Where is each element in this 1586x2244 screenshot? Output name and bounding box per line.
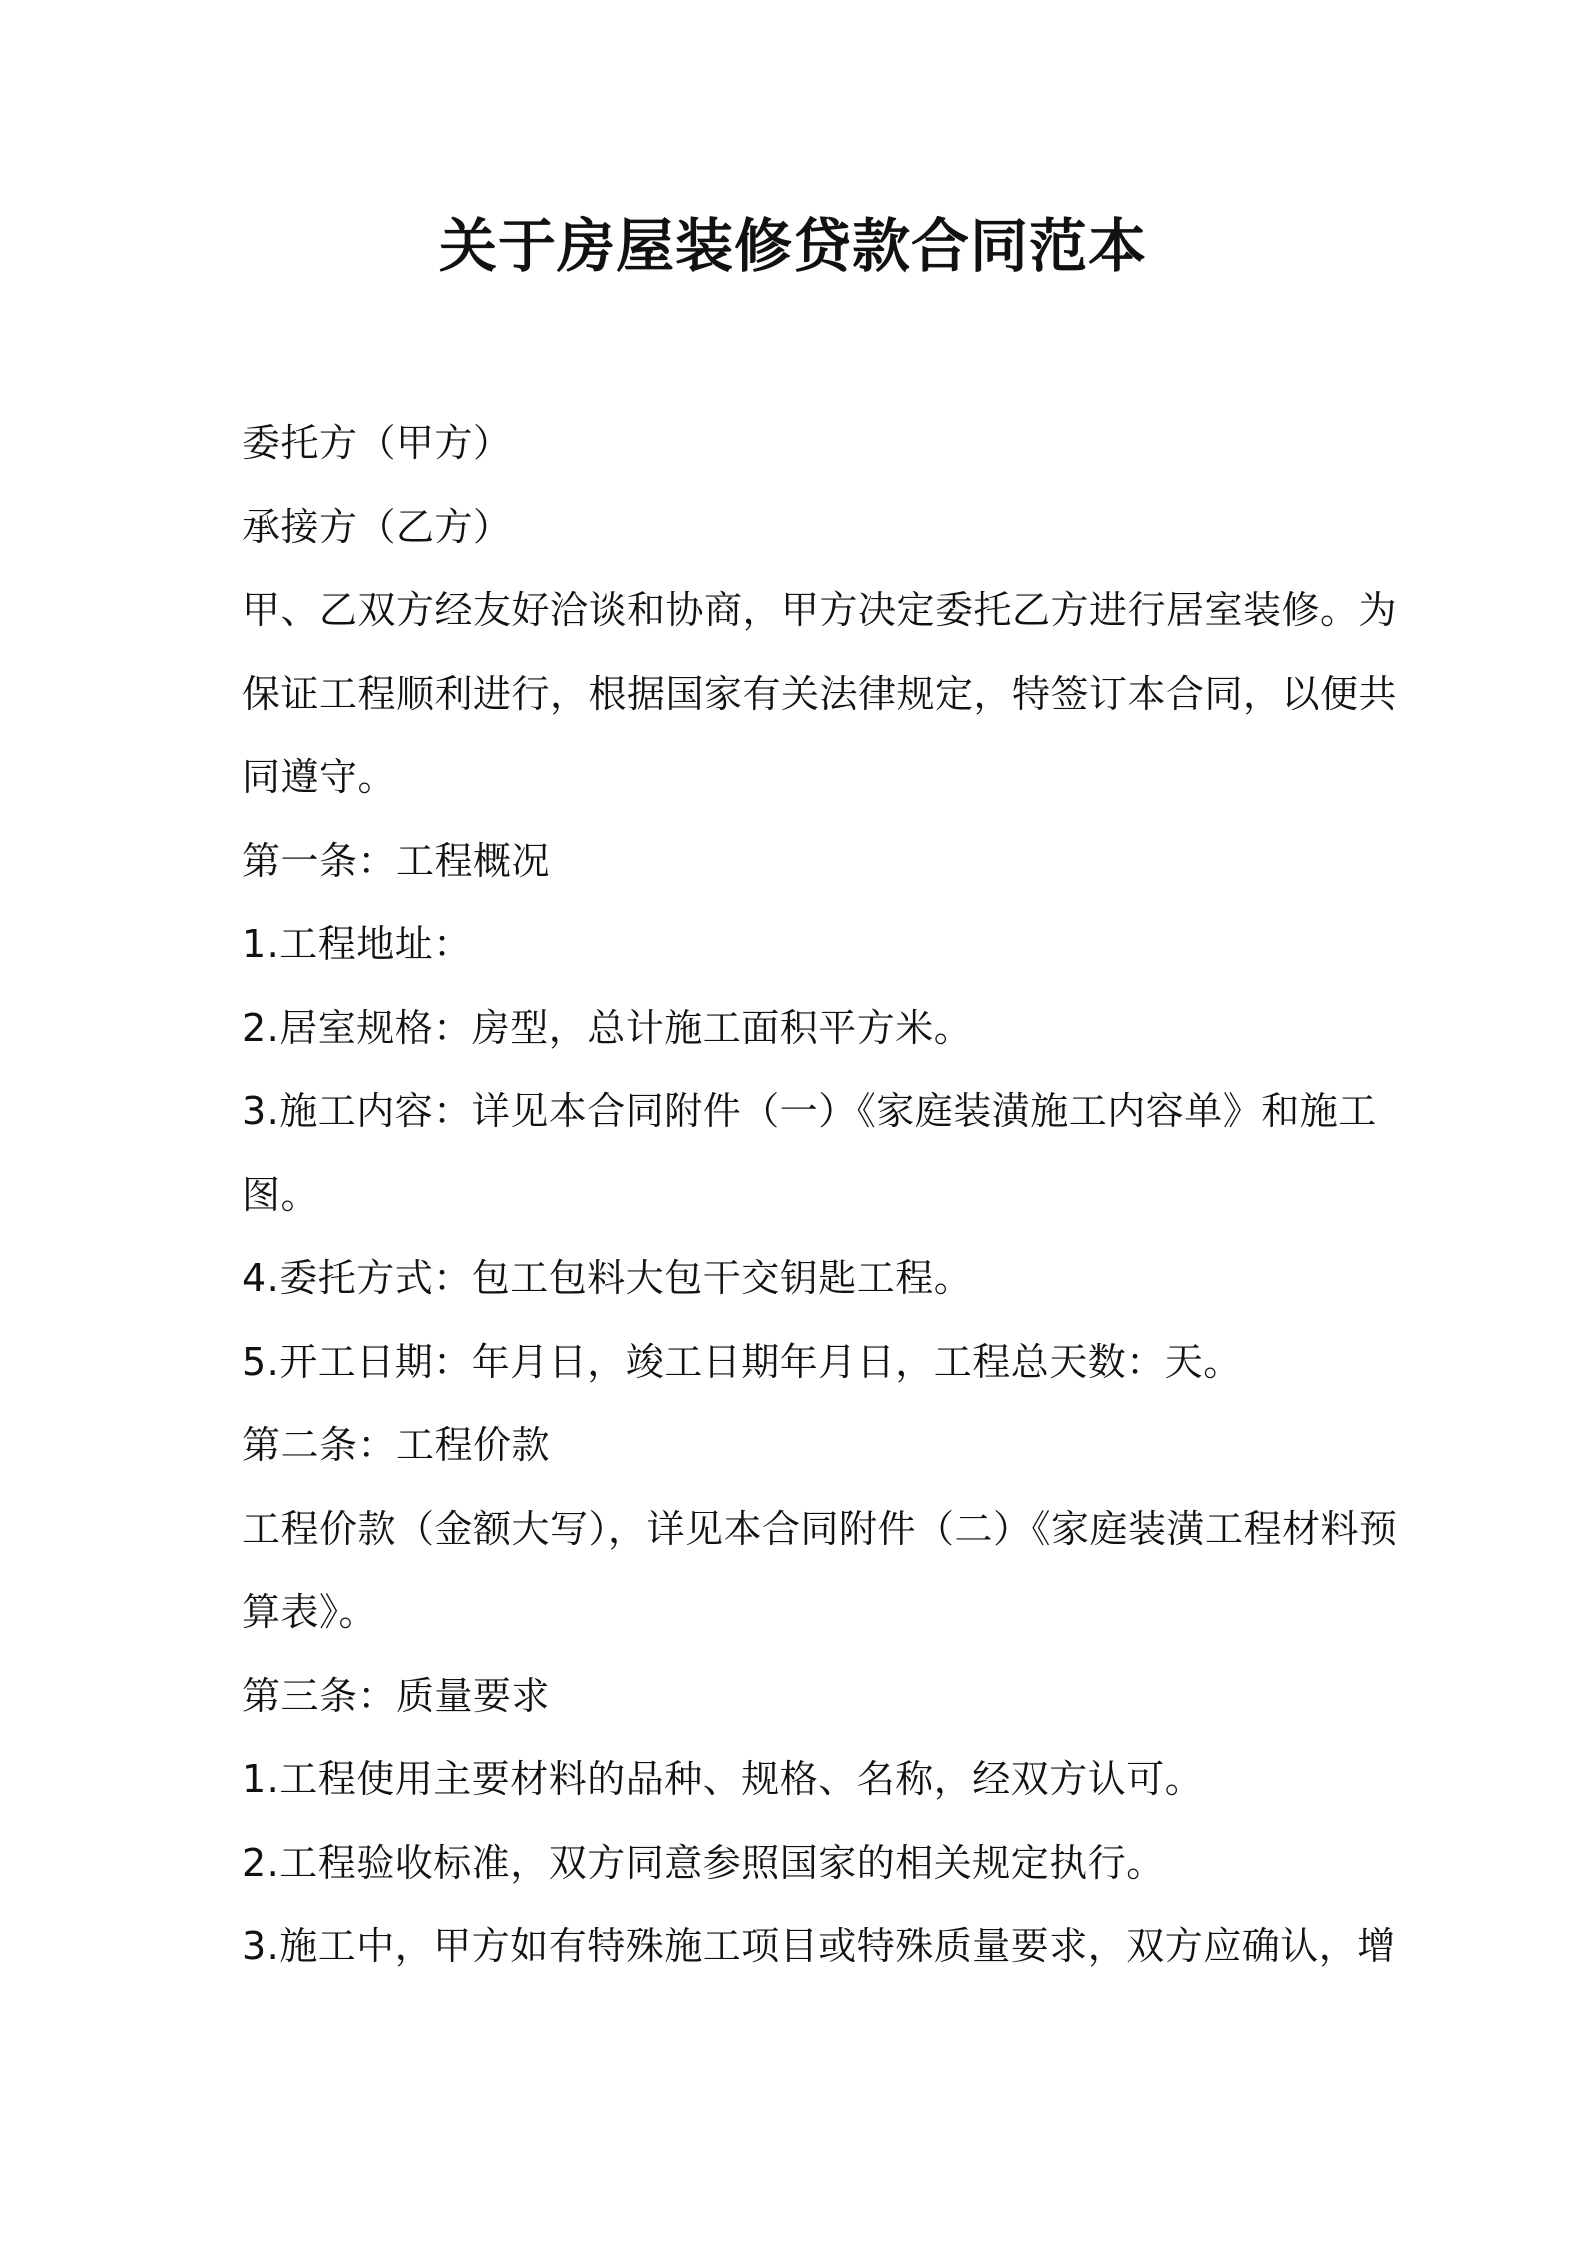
article-1-item-3-line-2: 图。 <box>242 1172 320 1217</box>
article-3-item-1: 1.工程使用主要材料的品种、规格、名称，经双方认可。 <box>242 1757 1204 1801</box>
document-title: 关于房屋装修贷款合同范本 <box>438 212 1147 280</box>
article-2-text-line-2: 算表》。 <box>242 1590 378 1634</box>
article-1-item-2: 2.居室规格：房型，总计施工面积平方米。 <box>242 1005 973 1050</box>
preamble-line-1: 甲、乙双方经友好洽谈和协商，甲方决定委托乙方进行居室装修。为 <box>242 588 1398 632</box>
article-3-item-2: 2.工程验收标准，双方同意参照国家的相关规定执行。 <box>242 1840 1165 1885</box>
party-a-line: 委托方（甲方） <box>242 421 512 465</box>
party-b-line: 承接方（乙方） <box>242 504 512 549</box>
article-1-item-1: 1.工程地址： <box>242 922 472 966</box>
article-2-heading: 第二条：工程价款 <box>242 1423 551 1467</box>
document-body <box>242 402 1398 1989</box>
preamble-line-3: 同遵守。 <box>242 755 397 799</box>
article-1-item-3-line-1: 3.施工内容：详见本合同附件（一）《家庭装潢施工内容单》和施工 <box>242 1089 1377 1133</box>
article-1-item-4: 4.委托方式：包工包料大包干交钥匙工程。 <box>242 1256 973 1300</box>
article-1-item-5: 5.开工日期：年月日，竣工日期年月日，工程总天数：天。 <box>242 1339 1242 1384</box>
article-1-heading: 第一条：工程概况 <box>242 838 551 883</box>
article-2-text-line-1: 工程价款（金额大写），详见本合同附件（二）《家庭装潢工程材料预 <box>242 1506 1398 1551</box>
article-3-heading: 第三条：质量要求 <box>242 1673 551 1718</box>
preamble-line-2: 保证工程顺利进行，根据国家有关法律规定，特签订本合同，以便共 <box>242 671 1398 716</box>
article-3-item-3: 3.施工中，甲方如有特殊施工项目或特殊质量要求，双方应确认，增 <box>242 1924 1396 1968</box>
